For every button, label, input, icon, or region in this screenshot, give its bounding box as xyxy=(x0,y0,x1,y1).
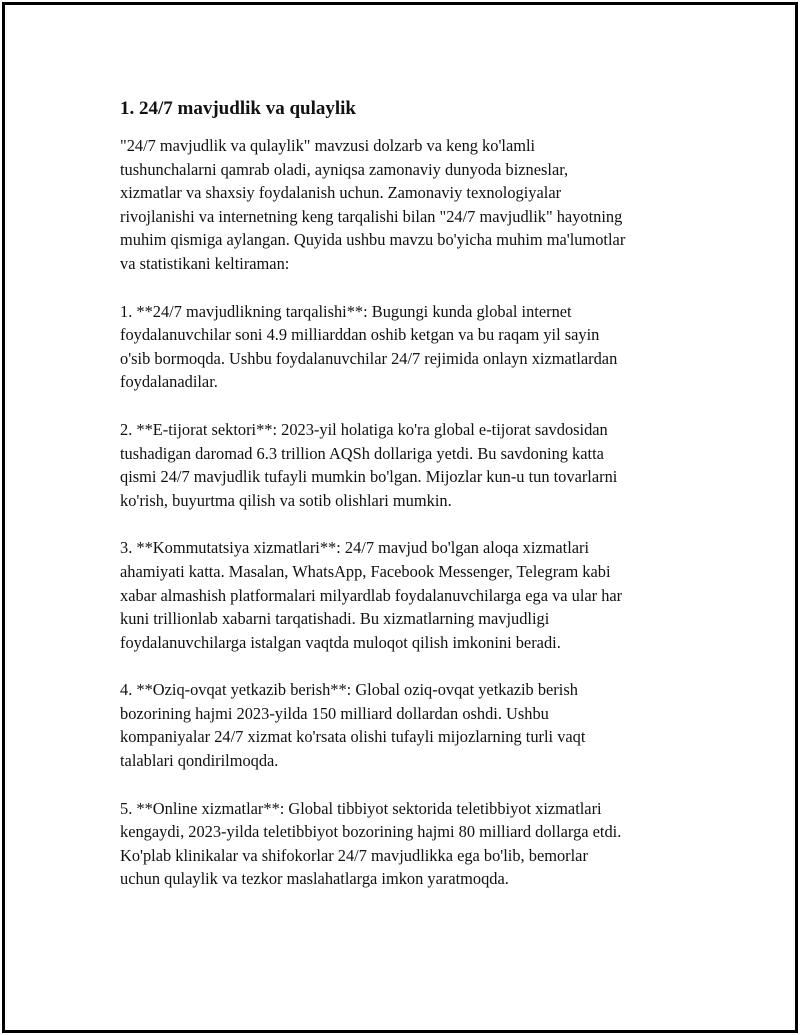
text-line: muhim qismiga aylangan. Quyida ushbu mavzu bo'yicha muhim ma'lumotlar xyxy=(120,230,626,250)
text-line: xizmatlar va shaxsiy foydalanish uchun. Zamonaviy texnologiyalar xyxy=(120,183,562,203)
item-paragraph-5 xyxy=(120,797,700,891)
text-line: ahamiyati katta. Masalan, WhatsApp, Facebook Messenger, Telegram kabi xyxy=(120,561,611,581)
item-paragraph-3 xyxy=(120,536,700,654)
item-paragraph-2 xyxy=(120,418,700,512)
text-line: kompaniyalar 24/7 xizmat ko'rsata olishi tufayli mijozlarning turli vaqt xyxy=(120,727,586,747)
text-line: tushunchalarni qamrab oladi, ayniqsa zamonaviy dunyoda bizneslar, xyxy=(120,159,569,179)
text-line: foydalanadilar. xyxy=(120,372,218,392)
text-line: ko'rish, buyurtma qilish va sotib olishlari mumkin. xyxy=(120,490,452,510)
text-line: rivojlanishi va internetning keng tarqalishi bilan "24/7 mavjudlik" hayotning xyxy=(120,206,623,226)
text-line: uchun qulaylik va tezkor maslahatlarga imkon yaratmoqda. xyxy=(120,869,509,889)
section-heading: 1. 24/7 mavjudlik va qulaylik xyxy=(120,98,356,119)
item-paragraph-4 xyxy=(120,678,700,772)
text-line: 5. **Online xizmatlar**: Global tibbiyot sektorida teletibbiyot xizmatlari xyxy=(120,798,602,818)
page-frame xyxy=(2,2,798,1033)
text-line: kengaydi, 2023-yilda teletibbiyot bozorining hajmi 80 milliard dollarga etdi. xyxy=(120,822,622,842)
text-line: talablari qondirilmoqda. xyxy=(120,751,279,771)
text-line: foydalanuvchilarga istalgan vaqtda muloqot qilish imkonini beradi. xyxy=(120,632,561,652)
text-line: tushadigan daromad 6.3 trillion AQSh dollariga yetdi. Bu savdoning katta xyxy=(120,443,604,463)
text-line: "24/7 mavjudlik va qulaylik" mavzusi dolzarb va keng ko'lamli xyxy=(120,136,536,155)
document-body xyxy=(120,96,700,891)
text-line: bozorining hajmi 2023-yilda 150 milliard dollardan oshdi. Ushbu xyxy=(120,703,549,723)
text-line: foydalanuvchilar soni 4.9 milliarddan oshib ketgan va bu raqam yil sayin xyxy=(120,325,600,345)
text-line: 3. **Kommutatsiya xizmatlari**: 24/7 mavjud bo'lgan aloqa xizmatlari xyxy=(120,538,590,558)
text-line: o'sib bormoqda. Ushbu foydalanuvchilar 24/7 rejimida onlayn xizmatlardan xyxy=(120,348,618,368)
intro-paragraph xyxy=(120,134,700,276)
text-line: 4. **Oziq-ovqat yetkazib berish**: Global oziq-ovqat yetkazib berish xyxy=(120,680,578,700)
text-line: Ko'plab klinikalar va shifokorlar 24/7 mavjudlikka ega bo'lib, bemorlar xyxy=(120,845,588,865)
text-line: 1. **24/7 mavjudlikning tarqalishi**: Bugungi kunda global internet xyxy=(120,301,572,321)
text-line: xabar almashish platformalari milyardlab foydalanuvchilarga ega va ular har xyxy=(120,585,623,605)
text-line: kuni trillionlab xabarni tarqatishadi. Bu xizmatlarning mavjudligi xyxy=(120,609,550,629)
text-line: qismi 24/7 mavjudlik tufayli mumkin bo'lgan. Mijozlar kun-u tun tovarlarni xyxy=(120,467,618,487)
text-line: va statistikani keltiraman: xyxy=(120,253,290,273)
text-line: 2. **E-tijorat sektori**: 2023-yil holatiga ko'ra global e-tijorat savdosidan xyxy=(120,419,608,439)
item-paragraph-1 xyxy=(120,300,700,394)
